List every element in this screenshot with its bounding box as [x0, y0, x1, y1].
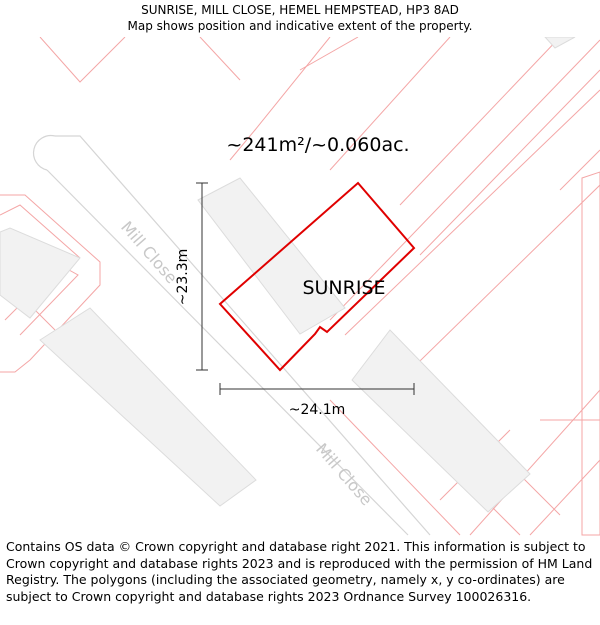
width-dimension-label: ~24.1m — [288, 402, 346, 418]
building — [352, 330, 530, 512]
map-header — [0, 0, 600, 37]
buildings — [0, 37, 575, 512]
road-label-2: Mill Close — [312, 439, 377, 510]
map-view[interactable] — [0, 37, 600, 537]
plot-line — [400, 37, 560, 205]
plot-line — [560, 150, 600, 190]
plot-line — [40, 37, 125, 82]
plot-line — [420, 70, 600, 255]
building — [545, 37, 575, 48]
area-label: ~241m²/~0.060ac. — [226, 134, 410, 156]
plot-line — [200, 37, 240, 80]
height-dimension-label: ~23.3m — [175, 248, 191, 306]
map-canvas — [0, 37, 600, 537]
plot-line — [520, 475, 560, 515]
plot-line — [300, 37, 358, 70]
attribution-text: Contains OS data © Crown copyright and database right 2021. This information is subject to Crown copyright and database rights 2023 and is reproduced with the permission of HM Land Registry. The polygons (including the associated geometry, namely x, y co-ordinates) are subject to Crown copyright and database rights 2023 Ordnance Survey 100026316. — [6, 539, 593, 604]
building — [40, 308, 256, 506]
property-label: SUNRISE — [302, 277, 386, 299]
building — [0, 228, 80, 318]
plot-line — [530, 460, 600, 535]
road-label-1: Mill Close — [117, 217, 182, 288]
map-subtitle: Map shows position and indicative extent of the property. — [127, 19, 473, 33]
map-title: SUNRISE, MILL CLOSE, HEMEL HEMPSTEAD, HP3 8AD — [141, 3, 459, 17]
building — [198, 178, 345, 334]
plot-line — [582, 172, 600, 535]
